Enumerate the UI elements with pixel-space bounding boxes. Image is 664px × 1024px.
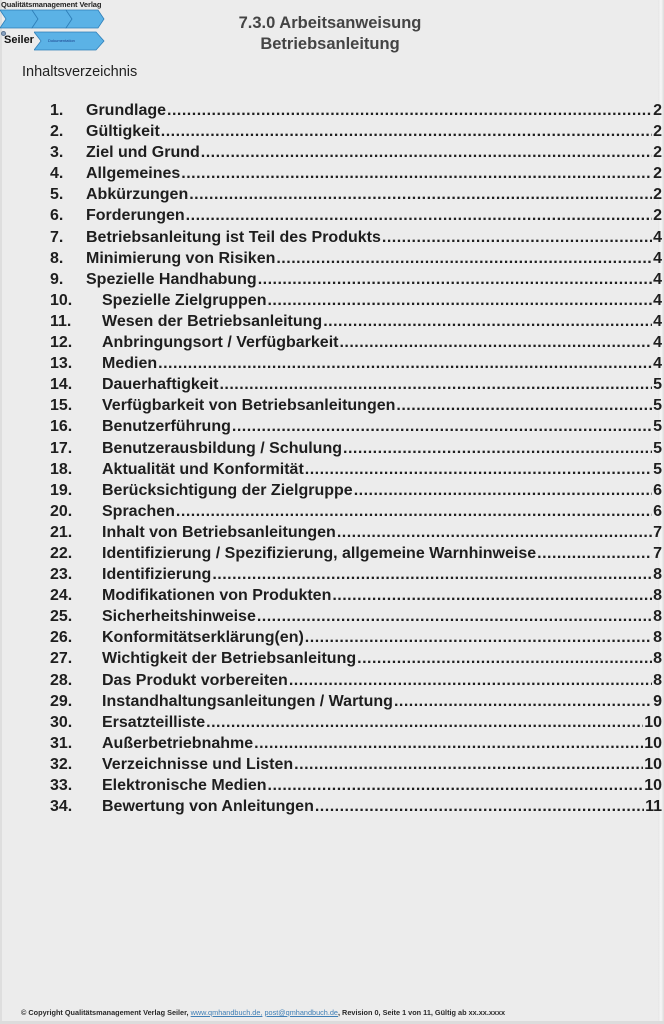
toc-entry-number: 2. xyxy=(50,123,64,141)
toc-entry-number: 26. xyxy=(50,629,73,647)
toc-dot-leader xyxy=(305,461,652,479)
toc-entry[interactable] xyxy=(50,292,662,313)
logo-publisher-text: Qualitätsmanagement Verlag xyxy=(1,0,102,9)
toc-entry-title[interactable]: Identifizierung / Spezifizierung, allgemeine Warnhinweise xyxy=(102,544,537,562)
toc-dot-leader xyxy=(254,735,643,753)
toc-entry[interactable] xyxy=(50,629,662,650)
toc-entry[interactable] xyxy=(50,503,662,524)
toc-entry-number: 16. xyxy=(50,418,73,436)
toc-entry[interactable] xyxy=(50,397,662,418)
toc-entry-title[interactable]: Verzeichnisse und Listen xyxy=(102,755,294,773)
toc-dot-leader xyxy=(201,144,652,162)
toc-dot-leader xyxy=(339,334,652,352)
toc-entry-page: 2 xyxy=(653,207,662,225)
toc-entry[interactable] xyxy=(50,418,662,439)
toc-entry[interactable] xyxy=(50,777,662,798)
toc-entry[interactable] xyxy=(50,693,662,714)
toc-entry[interactable] xyxy=(50,123,662,144)
toc-dot-leader xyxy=(305,629,652,647)
toc-entry-title[interactable]: Ziel und Grund xyxy=(86,144,200,162)
toc-entry-number: 4. xyxy=(50,165,64,183)
toc-entry-page: 6 xyxy=(653,481,662,499)
page-footer xyxy=(21,1008,505,1017)
toc-dot-leader xyxy=(206,714,643,732)
toc-entry-title[interactable]: Ersatzteilliste xyxy=(102,713,206,731)
footer-revision-info: , Revision 0, Seite 1 von 11, Gültig ab xx.xx.xxxx xyxy=(338,1008,506,1017)
toc-dot-leader xyxy=(294,756,643,774)
toc-entry-number: 25. xyxy=(50,608,73,626)
toc-dot-leader xyxy=(181,165,652,183)
toc-entry[interactable] xyxy=(50,608,662,629)
toc-dot-leader xyxy=(537,545,652,563)
publisher-logo xyxy=(0,0,110,52)
toc-dot-leader xyxy=(212,566,652,584)
toc-entry-page: 2 xyxy=(653,186,662,204)
document-title-line1: 7.3.0 Arbeitsanweisung xyxy=(238,14,422,32)
toc-dot-leader xyxy=(158,355,652,373)
toc-entry-page: 4 xyxy=(653,228,662,246)
toc-dot-leader xyxy=(161,123,652,141)
toc-entry-page: 8 xyxy=(653,608,662,626)
toc-entry[interactable] xyxy=(50,207,662,228)
toc-entry-title[interactable]: Wesen der Betriebsanleitung xyxy=(102,312,323,330)
toc-entry-number: 17. xyxy=(50,439,73,457)
toc-entry-number: 1. xyxy=(50,102,64,119)
toc-entry-title[interactable]: Benutzerausbildung / Schulung xyxy=(102,439,342,457)
toc-entry-title[interactable]: Spezielle Handhabung xyxy=(86,270,257,288)
toc-entry[interactable] xyxy=(50,587,662,608)
toc-entry[interactable] xyxy=(50,440,662,461)
toc-entry-page: 4 xyxy=(653,312,662,330)
toc-dot-leader xyxy=(167,102,652,120)
toc-entry-title[interactable]: Bewertung von Anleitungen xyxy=(102,798,314,816)
toc-entry-title[interactable]: Forderungen xyxy=(86,207,185,225)
toc-entry-title[interactable]: Instandhaltungsanleitungen / Wartung xyxy=(102,692,393,710)
toc-entry-page: 5 xyxy=(653,418,662,436)
toc-dot-leader xyxy=(323,313,652,331)
toc-entry-title[interactable]: Betriebsanleitung ist Teil des Produkts xyxy=(86,228,381,246)
toc-entry-number: 13. xyxy=(50,355,73,373)
toc-entry-page: 7 xyxy=(653,523,662,541)
toc-entry-number: 20. xyxy=(50,502,73,520)
toc-dot-leader xyxy=(394,693,652,711)
toc-entry-title[interactable]: Verfügbarkeit von Betriebsanleitungen xyxy=(102,397,396,415)
toc-entry-number: 19. xyxy=(50,481,73,499)
toc-entry-page: 5 xyxy=(653,439,662,457)
toc-entry-number: 33. xyxy=(50,777,73,794)
toc-entry-title[interactable]: Berücksichtigung der Zielgruppe xyxy=(102,481,353,499)
toc-entry-page: 7 xyxy=(653,544,662,562)
toc-dot-leader xyxy=(337,524,652,542)
toc-entry-number: 21. xyxy=(50,523,73,541)
toc-entry[interactable] xyxy=(50,376,662,397)
toc-entry-page: 2 xyxy=(653,123,662,141)
toc-entry-title[interactable]: Minimierung von Risiken xyxy=(86,249,276,267)
toc-entry[interactable] xyxy=(50,102,662,123)
toc-entry-page: 10 xyxy=(644,755,662,773)
toc-entry-number: 14. xyxy=(50,376,73,394)
toc-dot-leader xyxy=(176,503,652,521)
toc-entry-title[interactable]: Gültigkeit xyxy=(86,123,160,141)
toc-entry[interactable] xyxy=(50,714,662,735)
toc-entry-page: 4 xyxy=(653,355,662,373)
page-edge-left xyxy=(0,0,2,1024)
toc-entry-number: 15. xyxy=(50,397,73,415)
toc-entry-number: 22. xyxy=(50,544,73,562)
toc-entry[interactable] xyxy=(50,334,662,355)
toc-entry-page: 8 xyxy=(653,671,662,689)
toc-entry[interactable] xyxy=(50,229,662,250)
toc-entry-page: 5 xyxy=(653,397,662,415)
toc-entry-page: 10 xyxy=(644,777,662,794)
toc-entry-title[interactable]: Modifikationen von Produkten xyxy=(102,587,332,605)
toc-entry-number: 7. xyxy=(50,228,64,246)
toc-dot-leader xyxy=(186,207,652,225)
toc-entry-number: 28. xyxy=(50,671,73,689)
toc-entry-page: 2 xyxy=(653,165,662,183)
toc-entry[interactable] xyxy=(50,313,662,334)
toc-heading: Inhaltsverzeichnis xyxy=(22,64,138,80)
toc-entry-number: 30. xyxy=(50,713,73,731)
toc-entry-title[interactable]: Benutzerführung xyxy=(102,418,231,436)
toc-entry-number: 34. xyxy=(50,798,73,816)
toc-dot-leader xyxy=(382,229,652,247)
toc-entry[interactable] xyxy=(50,250,662,271)
document-title xyxy=(180,13,480,55)
toc-entry[interactable] xyxy=(50,524,662,545)
toc-entry[interactable] xyxy=(50,672,662,693)
toc-dot-leader xyxy=(354,482,652,500)
toc-entry-page: 4 xyxy=(653,334,662,352)
toc-entry-page: 2 xyxy=(653,144,662,162)
toc-entry-title[interactable]: Elektronische Medien xyxy=(102,777,267,794)
toc-entry[interactable] xyxy=(50,482,662,503)
toc-entry-page: 11 xyxy=(645,798,662,816)
toc-dot-leader xyxy=(343,440,652,458)
toc-entry-page: 4 xyxy=(653,291,662,309)
toc-entry[interactable] xyxy=(50,650,662,671)
toc-entry-page: 4 xyxy=(653,270,662,288)
toc-entry[interactable] xyxy=(50,545,662,566)
toc-dot-leader xyxy=(315,798,644,816)
toc-entry[interactable] xyxy=(50,355,662,376)
toc-entry-number: 27. xyxy=(50,650,73,668)
table-of-contents xyxy=(50,102,662,819)
toc-entry-number: 18. xyxy=(50,460,73,478)
logo-brand-text: Seiler xyxy=(4,34,34,46)
toc-entry[interactable] xyxy=(50,566,662,587)
toc-dot-leader xyxy=(276,250,652,268)
toc-entry-number: 24. xyxy=(50,587,73,605)
toc-entry-title[interactable]: Wichtigkeit der Betriebsanleitung xyxy=(102,650,357,668)
toc-entry[interactable] xyxy=(50,798,662,819)
toc-entry-page: 8 xyxy=(653,587,662,605)
toc-entry-title[interactable]: Aktualität und Konformität xyxy=(102,460,304,478)
toc-entry-page: 10 xyxy=(644,713,662,731)
footer-email-link[interactable]: post@qmhandbuch.de xyxy=(264,1008,338,1017)
toc-dot-leader xyxy=(268,777,644,795)
toc-entry-page: 6 xyxy=(653,502,662,520)
toc-entry-number: 11. xyxy=(50,312,72,330)
toc-entry[interactable] xyxy=(50,461,662,482)
process-arrows-icon xyxy=(0,9,108,29)
toc-entry-page: 2 xyxy=(653,102,662,119)
toc-entry-page: 8 xyxy=(653,650,662,668)
document-title-line2: Betriebsanleitung xyxy=(260,35,400,53)
toc-entry-number: 3. xyxy=(50,144,64,162)
toc-entry-title[interactable]: Identifizierung xyxy=(102,566,212,584)
toc-entry-number: 32. xyxy=(50,755,73,773)
toc-entry-number: 23. xyxy=(50,566,73,584)
toc-dot-leader xyxy=(357,650,652,668)
toc-entry[interactable] xyxy=(50,756,662,777)
logo-arrow-label: Dokumentation xyxy=(48,38,75,43)
toc-entry-title[interactable]: Inhalt von Betriebsanleitungen xyxy=(102,523,336,541)
toc-entry-title[interactable]: Außerbetriebnahme xyxy=(102,734,254,752)
toc-entry-title[interactable]: Sprachen xyxy=(102,502,175,520)
toc-dot-leader xyxy=(289,672,652,690)
toc-entry-number: 12. xyxy=(50,334,73,352)
toc-entry-number: 31. xyxy=(50,734,73,752)
toc-entry-title[interactable]: Konformitätserklärung(en) xyxy=(102,629,304,647)
toc-dot-leader xyxy=(396,397,652,415)
toc-entry-page: 5 xyxy=(653,376,662,394)
toc-entry-page: 4 xyxy=(653,249,662,267)
toc-entry-number: 9. xyxy=(50,270,64,288)
toc-entry[interactable] xyxy=(50,144,662,165)
toc-dot-leader xyxy=(257,608,652,626)
toc-entry-page: 5 xyxy=(653,460,662,478)
toc-entry-title[interactable]: Dauerhaftigkeit xyxy=(102,376,219,394)
toc-entry-title[interactable]: Sicherheitshinweise xyxy=(102,608,256,626)
toc-entry-title[interactable]: Anbringungsort / Verfügbarkeit xyxy=(102,334,339,352)
toc-entry-page: 9 xyxy=(653,692,662,710)
toc-dot-leader xyxy=(332,587,652,605)
toc-entry-number: 8. xyxy=(50,249,64,267)
toc-entry-title[interactable]: Medien xyxy=(102,355,158,373)
toc-entry[interactable] xyxy=(50,186,662,207)
toc-entry-title[interactable]: Abkürzungen xyxy=(86,186,189,204)
toc-entry-title[interactable]: Grundlage xyxy=(86,102,167,119)
toc-entry[interactable] xyxy=(50,735,662,756)
toc-entry-page: 8 xyxy=(653,629,662,647)
toc-dot-leader xyxy=(232,418,652,436)
toc-entry-title[interactable]: Das Produkt vorbereiten xyxy=(102,671,288,689)
toc-entry-number: 29. xyxy=(50,692,73,710)
toc-entry-number: 10. xyxy=(50,291,73,309)
toc-entry[interactable] xyxy=(50,271,662,292)
toc-entry[interactable] xyxy=(50,165,662,186)
toc-dot-leader xyxy=(267,292,652,310)
footer-copyright: © Copyright Qualitätsmanagement Verlag Seiler, xyxy=(21,1008,189,1017)
toc-entry-number: 6. xyxy=(50,207,64,225)
toc-dot-leader xyxy=(189,186,652,204)
footer-website-link[interactable]: www.qmhandbuch.de, xyxy=(190,1008,263,1017)
toc-entry-title[interactable]: Spezielle Zielgruppen xyxy=(102,291,267,309)
toc-entry-number: 5. xyxy=(50,186,64,204)
toc-entry-title[interactable]: Allgemeines xyxy=(86,165,181,183)
toc-entry-page: 8 xyxy=(653,566,662,584)
toc-dot-leader xyxy=(258,271,652,289)
toc-dot-leader xyxy=(219,376,652,394)
toc-entry-page: 10 xyxy=(644,734,662,752)
